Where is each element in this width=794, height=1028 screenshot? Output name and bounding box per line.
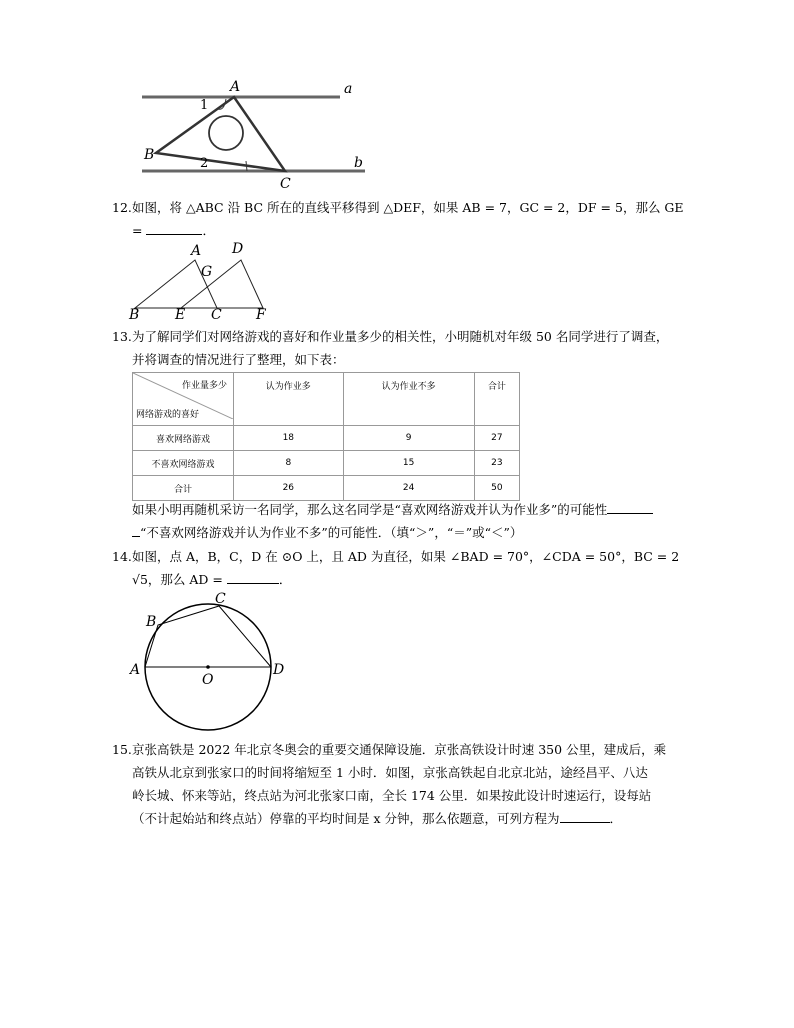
table-row — [133, 476, 520, 501]
label-angle-2: 2 — [200, 156, 209, 171]
equals-sign: = — [132, 223, 143, 238]
table-header-cell: 认为作业不多 — [343, 373, 474, 426]
table-header-cell: 认为作业多 — [234, 373, 344, 426]
answer-blank — [227, 569, 279, 584]
question-text: ，那么 AD = — [147, 572, 223, 587]
period: ． — [609, 811, 623, 826]
period: ． — [278, 572, 292, 587]
question-text: 为了解同学们对网络游戏的喜好和作业量多少的相关性，小明随机对年级 50 名同学进行了调查， — [132, 329, 669, 344]
table-cell: 18 — [234, 426, 344, 451]
sqrt-five: √5 — [132, 572, 148, 587]
chord-abcd — [145, 606, 271, 667]
question-13 — [112, 325, 752, 371]
question-text: 如图，将 △ABC 沿 BC 所在的直线平移得到 △DEF，如果 AB = 7，GC = 2，DF = 5，那么 GE — [132, 200, 684, 215]
table-corner-cell — [133, 373, 234, 426]
label-c-point: C — [280, 176, 291, 192]
corner-bottom-label: 网络游戏的喜好 — [136, 410, 200, 420]
label-c: C — [211, 307, 222, 320]
question-number: 15. — [112, 742, 132, 757]
table-cell: 26 — [234, 476, 344, 501]
label-a: A — [191, 243, 202, 259]
question-text-continued: 岭长城、怀来等站，终点站为河北张家口南，全长 174 公里．如果按此设计时速运行，设每站 — [132, 788, 652, 803]
label-d: D — [232, 241, 244, 257]
question-13-followup — [132, 498, 772, 544]
triangle-abc — [156, 97, 285, 171]
table-cell: 8 — [234, 451, 344, 476]
question-number: 14. — [112, 549, 132, 564]
answer-blank — [560, 808, 610, 823]
question-number: 12. — [112, 200, 132, 215]
period: ． — [202, 223, 215, 238]
label-f: F — [256, 307, 266, 320]
label-b: B — [146, 614, 157, 630]
answer-blank — [146, 220, 202, 235]
table-cell: 9 — [343, 426, 474, 451]
label-e: E — [175, 307, 186, 320]
parallel-lines-triangle-figure — [130, 75, 380, 195]
label-b-point: B — [144, 147, 155, 163]
label-a: A — [130, 662, 141, 678]
table-row — [133, 451, 520, 476]
center-point — [206, 665, 210, 669]
table-cell: 50 — [474, 476, 519, 501]
circle-diameter-figure — [125, 590, 295, 735]
label-angle-1: 1 — [200, 98, 209, 113]
question-text: 如图，点 A，B，C，D 在 ⊙O 上，且 AD 为直径，如果 ∠BAD = 70°，∠CDA = 50°，BC = 2 — [132, 549, 680, 564]
label-c: C — [215, 591, 226, 607]
label-b: B — [129, 307, 140, 320]
label-d: D — [273, 662, 285, 678]
translation-triangles-figure — [125, 240, 275, 320]
answer-blank — [607, 499, 653, 514]
inscribed-circle — [209, 116, 243, 150]
table-cell: 24 — [343, 476, 474, 501]
question-text: “不喜欢网络游戏并认为作业不多”的可能性．（填“＞”，“＝”或“＜”） — [140, 525, 523, 540]
table-cell: 27 — [474, 426, 519, 451]
question-text: 如果小明再随机采访一名同学，那么这名同学是“喜欢网络游戏并认为作业多”的可能性 — [132, 502, 608, 517]
table-row — [133, 426, 520, 451]
table-header-row — [133, 373, 520, 426]
question-14 — [112, 545, 752, 591]
table-cell: 23 — [474, 451, 519, 476]
answer-blank-end — [132, 522, 140, 537]
question-12 — [112, 196, 752, 242]
label-o: O — [202, 672, 214, 688]
label-a-point: A — [230, 79, 241, 95]
row-label: 合计 — [133, 476, 234, 501]
corner-top-label: 作业量多少 — [181, 381, 227, 391]
question-text: （不计起始站和终点站）停靠的平均时间是 x 分钟，那么依题意，可列方程为 — [132, 811, 560, 826]
row-label: 喜欢网络游戏 — [133, 426, 234, 451]
table-header-cell: 合计 — [474, 373, 519, 426]
question-15 — [112, 738, 752, 830]
question-text-continued: 高铁从北京到张家口的时间将缩短至 1 小时．如图，京张高铁起自北京北站，途经昌平、八达 — [132, 765, 648, 780]
table-cell: 15 — [343, 451, 474, 476]
survey-table — [132, 372, 520, 501]
triangle-def — [181, 260, 263, 308]
question-number: 13. — [112, 329, 132, 344]
label-g: G — [201, 264, 213, 280]
label-line-b: b — [354, 155, 363, 171]
row-label: 不喜欢网络游戏 — [133, 451, 234, 476]
question-text-continued: 并将调查的情况进行了整理，如下表： — [132, 352, 345, 367]
question-text: 京张高铁是 2022 年北京冬奥会的重要交通保障设施．京张高铁设计时速 350 公里，建成后，乘 — [132, 742, 667, 757]
label-line-a: a — [344, 81, 353, 97]
